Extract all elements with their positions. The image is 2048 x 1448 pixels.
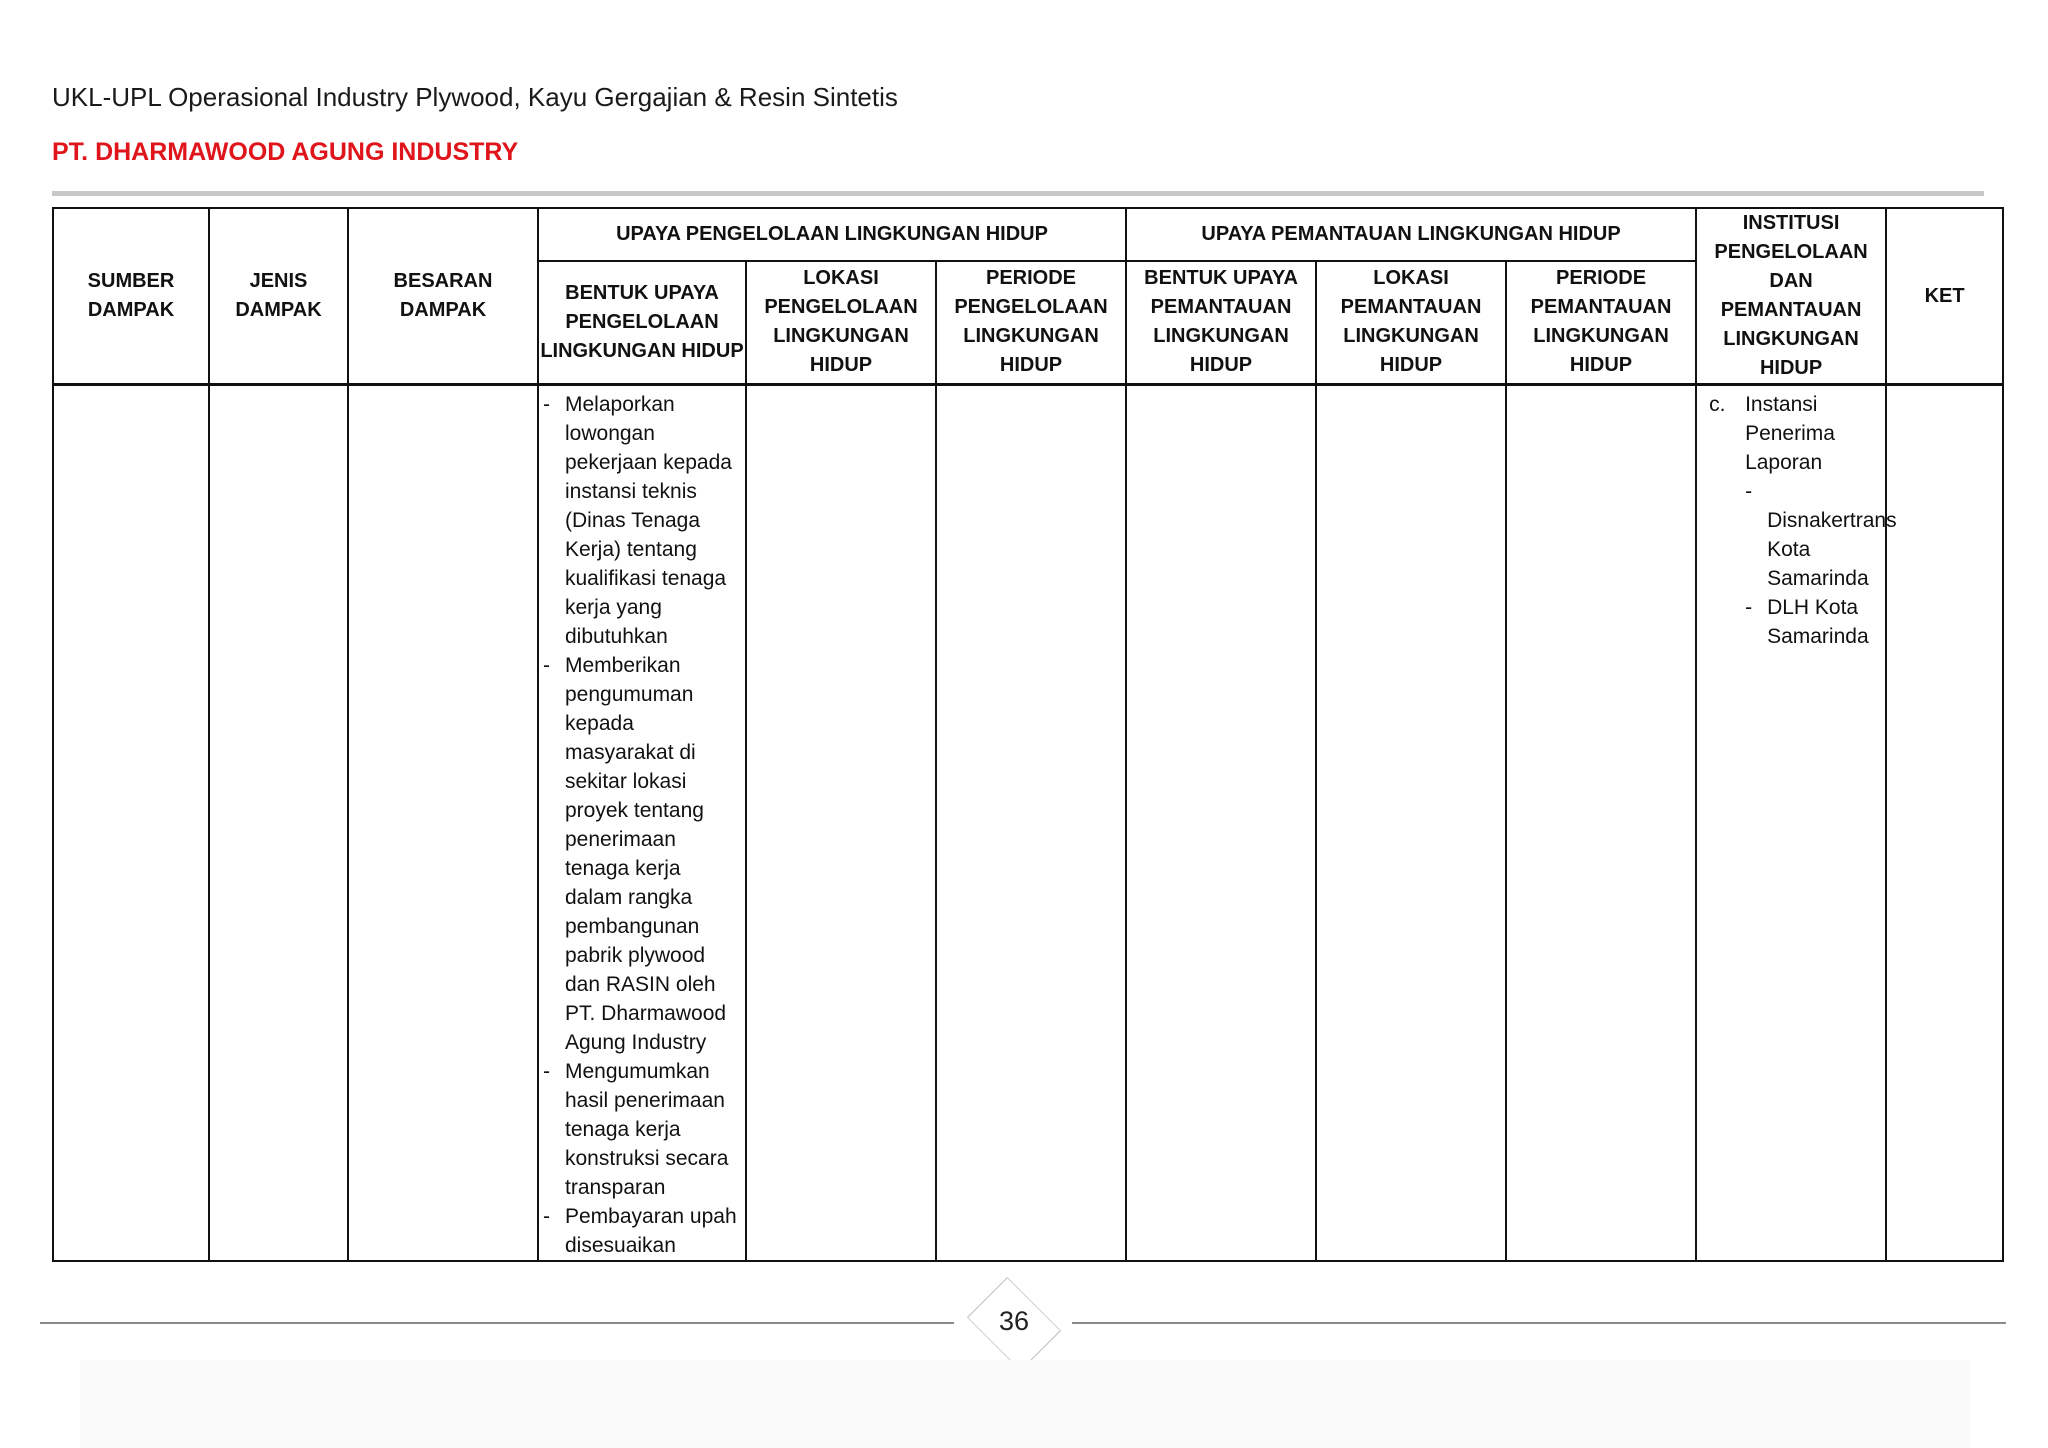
- header-upaya-pengelolaan: UPAYA PENGELOLAAN LINGKUNGAN HIDUP: [538, 208, 1126, 261]
- list-item: - Melaporkan lowongan pekerjaan kepada instansi teknis (Dinas Tenaga Kerja) tentang kualifikasi tenaga kerja yang dibutuhkan: [543, 390, 739, 651]
- cell-bentuk-pemantauan: [1126, 385, 1316, 1262]
- cell-bentuk-pengelolaan: [538, 385, 746, 1262]
- cell-ket: [1886, 385, 2003, 1262]
- header-bentuk-pemantauan: BENTUK UPAYA PEMANTAUAN LINGKUNGAN HIDUP: [1126, 261, 1316, 385]
- list-item: - Pembayaran upah disesuaikan: [543, 1202, 739, 1260]
- environmental-management-matrix: [52, 207, 2004, 1262]
- header-jenis-dampak: JENIS DAMPAK: [209, 208, 348, 385]
- cell-lokasi-pemantauan: [1316, 385, 1506, 1262]
- header-sumber-dampak: SUMBER DAMPAK: [53, 208, 209, 385]
- cell-institusi: [1696, 385, 1897, 1262]
- header-lokasi-pengelolaan: LOKASI PENGELOLAAN LINGKUNGAN HIDUP: [746, 261, 936, 385]
- header-periode-pengelolaan: PERIODE PENGELOLAAN LINGKUNGAN HIDUP: [936, 261, 1126, 385]
- cell-sumber-dampak: [53, 385, 209, 1262]
- header-bentuk-pengelolaan: BENTUK UPAYA PENGELOLAAN LINGKUNGAN HIDUP: [538, 261, 746, 385]
- institusi-list: [1709, 506, 1897, 651]
- header-institusi: INSTITUSI PENGELOLAAN DAN PEMANTAUAN LINGKUNGAN HIDUP: [1696, 208, 1886, 385]
- header-lokasi-pemantauan: LOKASI PEMANTAUAN LINGKUNGAN HIDUP: [1316, 261, 1506, 385]
- cell-periode-pemantauan: [1506, 385, 1696, 1262]
- company-name: PT. DHARMAWOOD AGUNG INDUSTRY: [52, 138, 519, 166]
- institusi-title: Instansi Penerima Laporan: [1745, 393, 1835, 474]
- cell-jenis-dampak: [209, 385, 348, 1262]
- institusi-block: [1697, 386, 1897, 651]
- header-upaya-pemantauan: UPAYA PEMANTAUAN LINGKUNGAN HIDUP: [1126, 208, 1696, 261]
- table-row: [53, 385, 2003, 1262]
- cell-lokasi-pengelolaan: [746, 385, 936, 1262]
- header-besaran-dampak: BESARAN DAMPAK: [348, 208, 538, 385]
- list-item: - DLH Kota Samarinda: [1745, 593, 1877, 651]
- bentuk-pengelolaan-list: [539, 386, 745, 1260]
- cell-besaran-dampak: [348, 385, 538, 1262]
- header-periode-pemantauan: PERIODE PEMANTAUAN LINGKUNGAN HIDUP: [1506, 261, 1696, 385]
- document-title: UKL-UPL Operasional Industry Plywood, Kayu Gergajian & Resin Sintetis: [52, 82, 898, 112]
- list-letter: c.: [1709, 393, 1726, 416]
- list-dash: -: [1745, 480, 1753, 503]
- cell-periode-pengelolaan: [936, 385, 1126, 1262]
- institusi-heading: [1709, 390, 1877, 477]
- footer-rule-right: [1072, 1322, 2006, 1324]
- list-item: - Mengumumkan hasil penerimaan tenaga kerja konstruksi secara transparan: [543, 1057, 739, 1202]
- page-number: 36: [998, 1306, 1030, 1336]
- list-item: - Memberikan pengumuman kepada masyarakat di sekitar lokasi proyek tentang penerimaan tenaga kerja dalam rangka pembangunan pabrik plywood dan RASIN oleh PT. Dharmawood Agung Industry: [543, 651, 739, 1057]
- page-footer-area: [80, 1360, 1970, 1448]
- header-divider: [52, 191, 1984, 196]
- footer-rule-left: [40, 1322, 954, 1324]
- list-item: Disnakertrans Kota Samarinda: [1767, 509, 1897, 590]
- header-ket: KET: [1886, 208, 2003, 385]
